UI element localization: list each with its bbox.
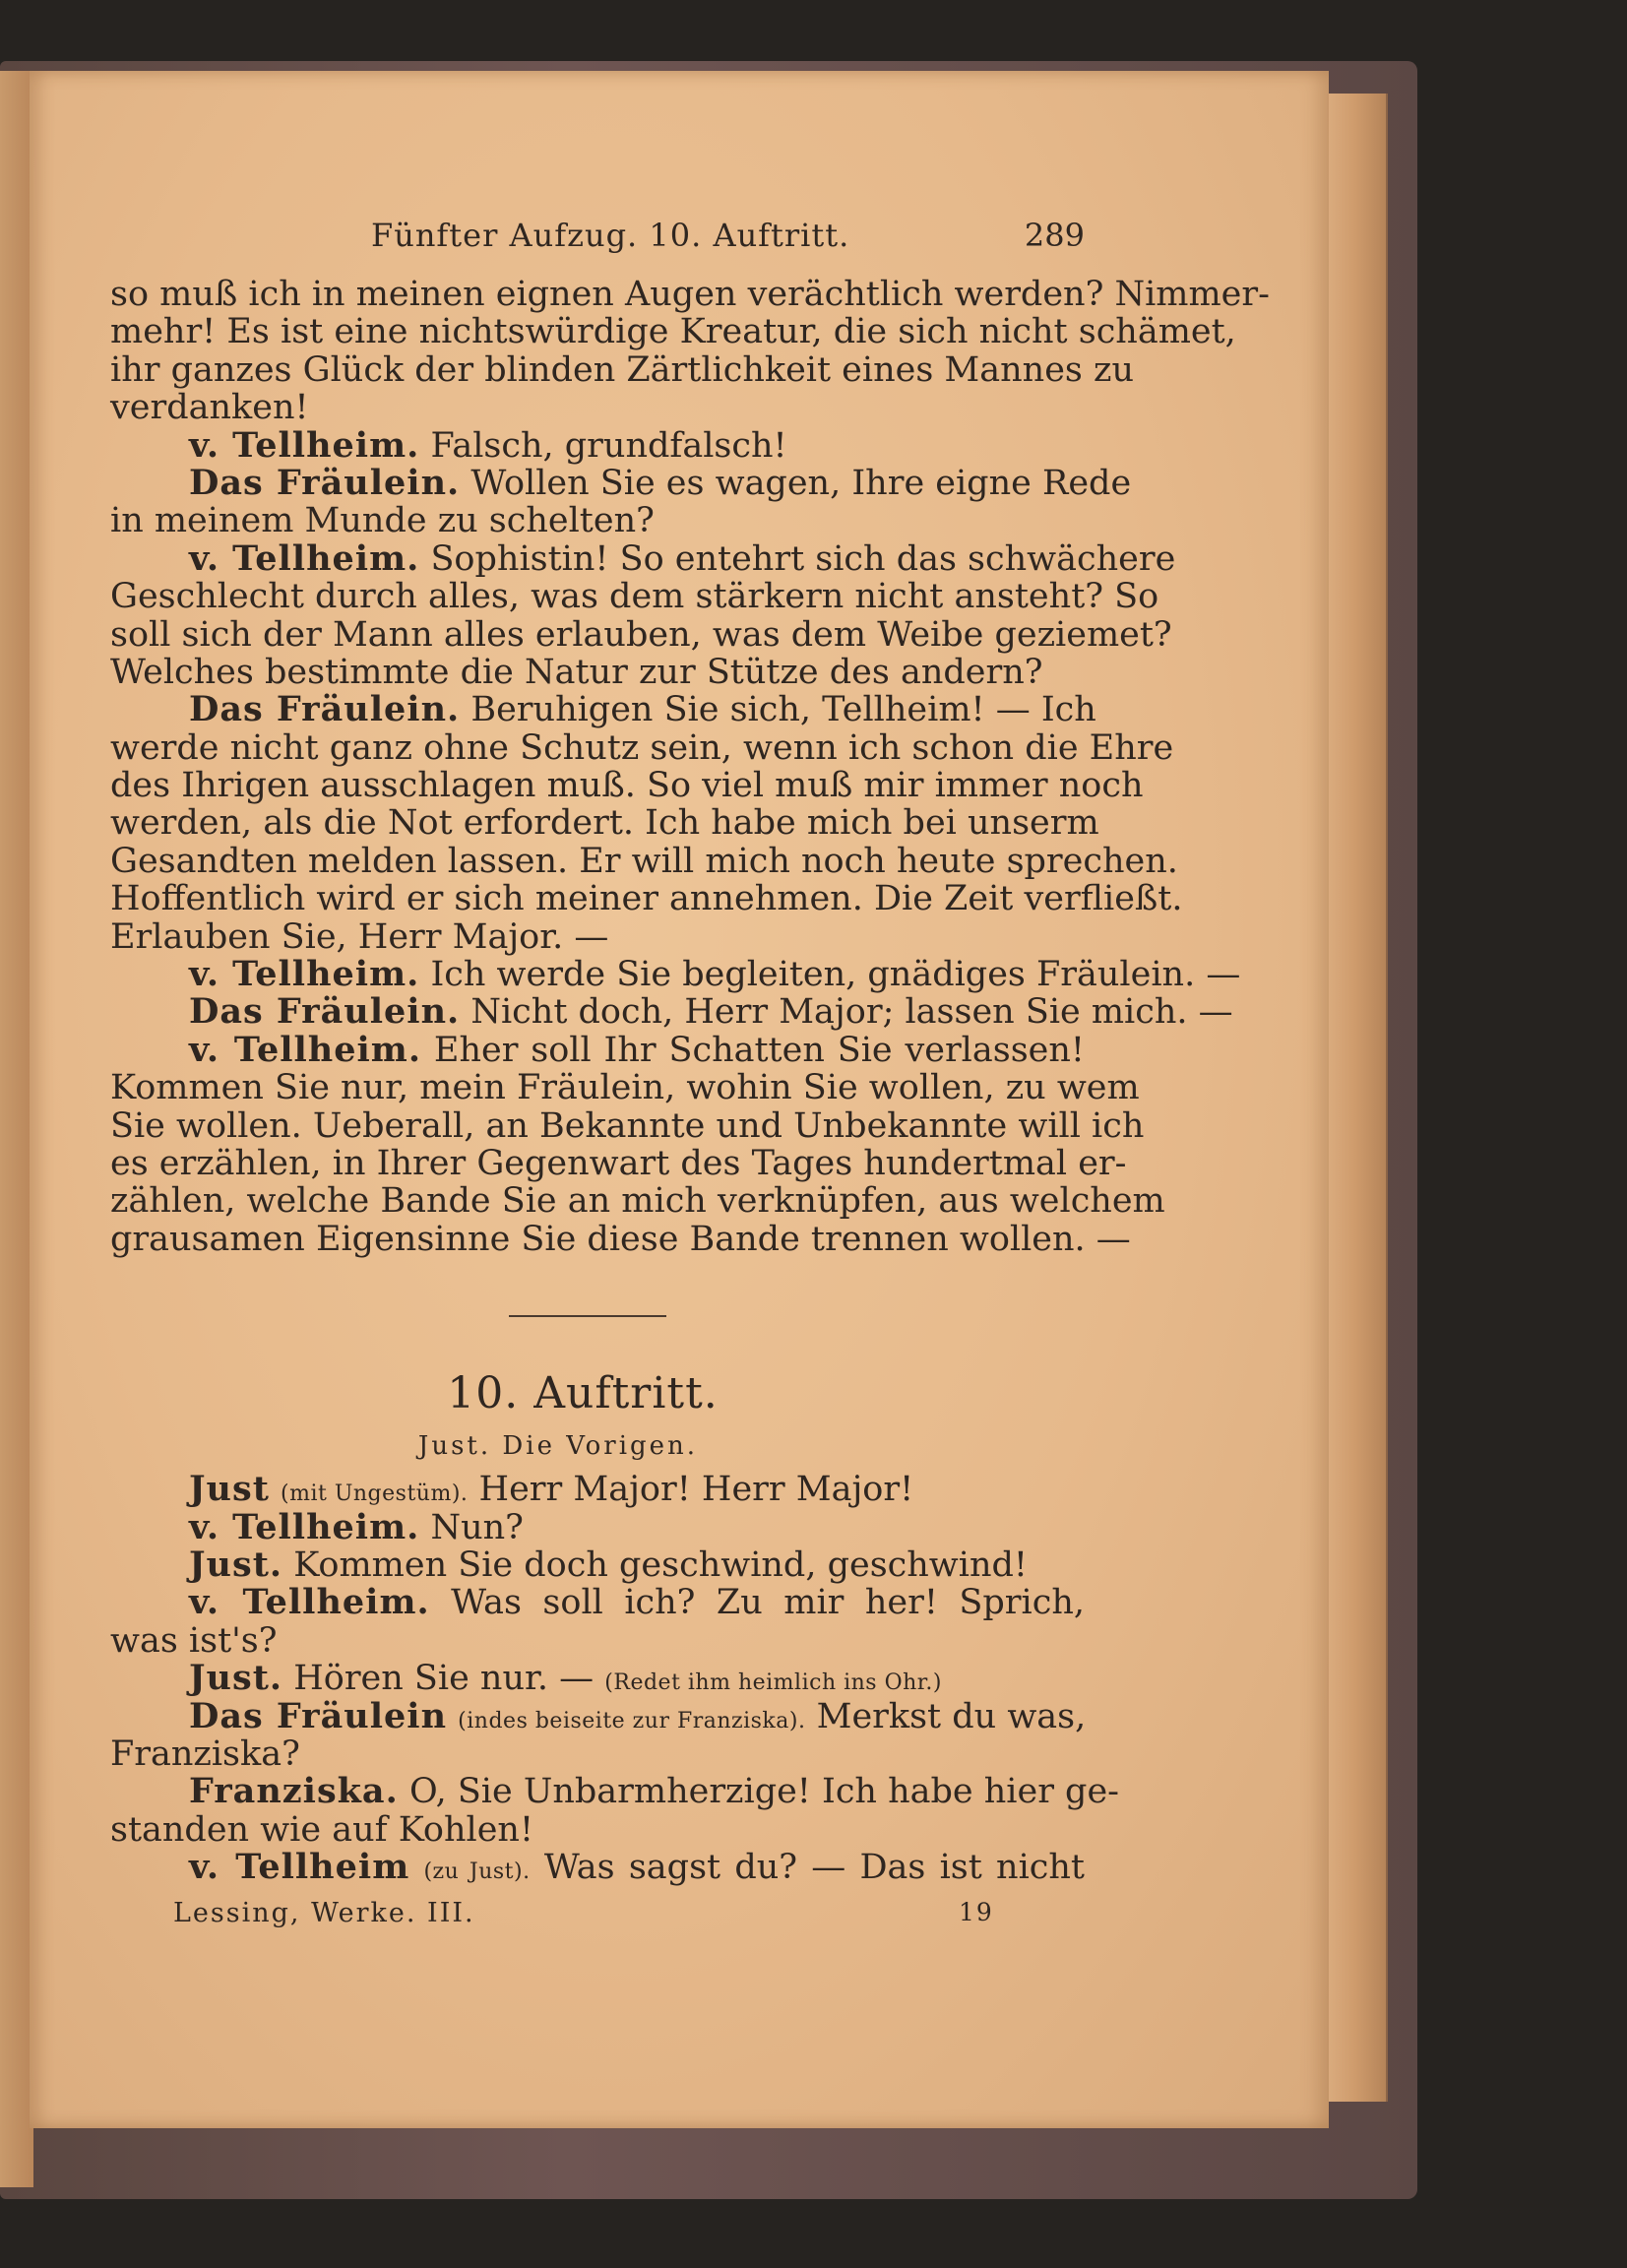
text-line xyxy=(110,1068,1140,1108)
speaker-name: v. Tellheim. xyxy=(189,1506,420,1547)
text-line xyxy=(110,803,1099,844)
scene-title: 10. Auftritt. xyxy=(447,1368,719,1419)
line-text: Hoffentlich wird er sich meiner annehmen. Die Zeit verfließt. xyxy=(110,879,1183,919)
text-line xyxy=(110,1771,1119,1812)
text-line xyxy=(110,424,1085,466)
stage-direction: (zu Just). xyxy=(423,1859,531,1885)
text-line xyxy=(110,577,1159,617)
text-line xyxy=(110,1029,1085,1070)
dialogue-block-act5-scene10 xyxy=(110,1469,1119,1888)
line-text: Erlauben Sie, Herr Major. — xyxy=(110,916,609,957)
line-text: Merkst du was, xyxy=(816,1696,1087,1736)
text-line xyxy=(110,349,1135,390)
speaker-name: Das Fräulein. xyxy=(189,462,461,503)
text-line xyxy=(110,991,1233,1033)
text-line xyxy=(110,841,1178,881)
line-text: ihr ganzes Glück der blinden Zärtlichkeit eines Mannes zu xyxy=(110,349,1135,390)
text-line xyxy=(110,389,1085,426)
line-text: Eher soll Ihr Schatten Sie verlassen! xyxy=(433,1030,1085,1070)
line-text: Nicht doch, Herr Major; lassen Sie mich. — xyxy=(470,992,1233,1033)
text-line xyxy=(110,1811,1085,1849)
speaker-name: v. Tellheim. xyxy=(189,1029,422,1070)
text-line xyxy=(110,537,1176,579)
page-header xyxy=(110,217,1085,276)
text-line xyxy=(110,462,1132,503)
line-text: Franziska? xyxy=(110,1733,300,1774)
text-line xyxy=(110,1695,1087,1736)
speaker-name: Das Fräulein xyxy=(189,1695,448,1736)
line-text: Sophistin! So entehrt sich das schwächere xyxy=(430,538,1176,579)
text-line xyxy=(110,689,1096,730)
line-text: O, Sie Unbarmherzige! Ich habe hier ge- xyxy=(408,1772,1119,1812)
text-line xyxy=(110,1506,1085,1547)
text-line xyxy=(110,727,1174,768)
line-text: zählen, welche Bande Sie an mich verknüpfen, aus welchem xyxy=(110,1181,1165,1222)
line-text: werden, als die Not erfordert. Ich habe mich bei unserm xyxy=(110,803,1099,844)
speaker-name: Just xyxy=(189,1469,270,1510)
stage-direction: (mit Ungestüm). xyxy=(281,1481,469,1507)
line-text: so muß ich in meinen eignen Augen verächtlich werden? Nimmer- xyxy=(110,275,1270,314)
stage-direction: (indes beiseite zur Franziska). xyxy=(458,1708,806,1733)
dialogue-block-act5-scene9 xyxy=(110,275,1270,1259)
text-line xyxy=(110,1546,1085,1584)
text-line xyxy=(110,1105,1145,1146)
text-line xyxy=(110,918,1085,956)
text-line xyxy=(110,1622,1085,1660)
line-text: Sie wollen. Ueberall, an Bekannte und Unbekannte will ich xyxy=(110,1105,1145,1146)
page-footer xyxy=(110,1898,1085,1937)
line-text: Was soll ich? Zu mir her! Sprich, xyxy=(451,1583,1085,1623)
speaker-name: Das Fräulein. xyxy=(189,991,461,1033)
line-text: soll sich der Mann alles erlauben, was dem Weibe geziemet? xyxy=(110,614,1172,655)
text-line xyxy=(110,766,1144,806)
text-line xyxy=(110,275,1270,314)
line-text: Ich werde Sie begleiten, gnädiges Fräulein. — xyxy=(430,955,1241,995)
stage-direction: (Redet ihm heimlich ins Ohr.) xyxy=(604,1670,942,1696)
line-text: Beruhigen Sie sich, Tellheim! — Ich xyxy=(470,690,1096,730)
line-text: standen wie auf Kohlen! xyxy=(110,1809,534,1850)
speaker-name: Just. xyxy=(189,1658,283,1699)
line-text: Was sagst du? — Das ist nicht xyxy=(543,1848,1085,1888)
line-text: Nun? xyxy=(430,1507,524,1547)
line-text: werde nicht ganz ohne Schutz sein, wenn ich schon die Ehre xyxy=(110,727,1174,768)
line-text: Wollen Sie es wagen, Ihre eigne Rede xyxy=(470,463,1132,503)
running-title: Fünfter Aufzug. 10. Auftritt. xyxy=(371,217,850,254)
text-line xyxy=(110,1660,1085,1697)
text-line xyxy=(110,1181,1165,1222)
text-line xyxy=(110,1849,1085,1886)
line-text: in meinem Munde zu schelten? xyxy=(110,501,655,541)
sheet-number: 19 xyxy=(959,1898,994,1927)
line-text: verdanken! xyxy=(110,388,309,428)
text-line xyxy=(110,1471,1085,1508)
speaker-name: v. Tellheim. xyxy=(189,1582,430,1623)
line-text: mehr! Es ist eine nichtswürdige Kreatur, die sich nicht schämet, xyxy=(110,312,1236,352)
line-text: Herr Major! Herr Major! xyxy=(478,1470,914,1510)
speaker-name: Just. xyxy=(189,1544,283,1585)
speaker-name: v. Tellheim. xyxy=(189,537,420,579)
line-text: grausamen Eigensinne Sie diese Bande trennen wollen. — xyxy=(110,1219,1131,1259)
line-text: Geschlecht durch alles, was dem stärkern nicht ansteht? So xyxy=(110,577,1159,617)
line-text: Kommen Sie doch geschwind, geschwind! xyxy=(293,1544,1028,1585)
text-line xyxy=(110,1219,1131,1259)
line-text: Welches bestimmte die Natur zur Stütze des andern? xyxy=(110,652,1043,692)
text-line xyxy=(110,1584,1085,1621)
line-text: Kommen Sie nur, mein Fräulein, wohin Sie wollen, zu wem xyxy=(110,1068,1140,1108)
line-text: des Ihrigen ausschlagen muß. So viel muß mir immer noch xyxy=(110,766,1144,806)
page-text xyxy=(110,217,1270,1937)
line-text: Falsch, grundfalsch! xyxy=(430,425,787,466)
line-text: was ist's? xyxy=(110,1620,278,1661)
text-line xyxy=(110,1735,1085,1773)
speaker-name: v. Tellheim. xyxy=(189,424,420,466)
previous-page-edge xyxy=(0,71,33,2187)
text-line xyxy=(110,879,1183,919)
speaker-name: Franziska. xyxy=(189,1771,399,1812)
speaker-name: v. Tellheim. xyxy=(189,954,420,995)
text-line xyxy=(110,1143,1127,1183)
text-line xyxy=(110,312,1236,352)
line-text: Gesandten melden lassen. Er will mich noch heute sprechen. xyxy=(110,841,1178,881)
line-text: es erzählen, in Ihrer Gegenwart des Tages hundertmal er- xyxy=(110,1143,1127,1183)
line-text: Hören Sie nur. — xyxy=(293,1659,594,1699)
scene-cast: Just. Die Vorigen. xyxy=(417,1431,699,1462)
text-line xyxy=(110,654,1085,691)
text-line xyxy=(110,614,1172,655)
text-line xyxy=(110,954,1241,995)
scene-divider xyxy=(509,1315,666,1317)
printer-signature: Lessing, Werke. III. xyxy=(173,1898,475,1929)
speaker-name: v. Tellheim xyxy=(189,1847,410,1888)
page-number: 289 xyxy=(1024,217,1085,254)
speaker-name: Das Fräulein. xyxy=(189,689,461,730)
text-line xyxy=(110,502,1085,539)
